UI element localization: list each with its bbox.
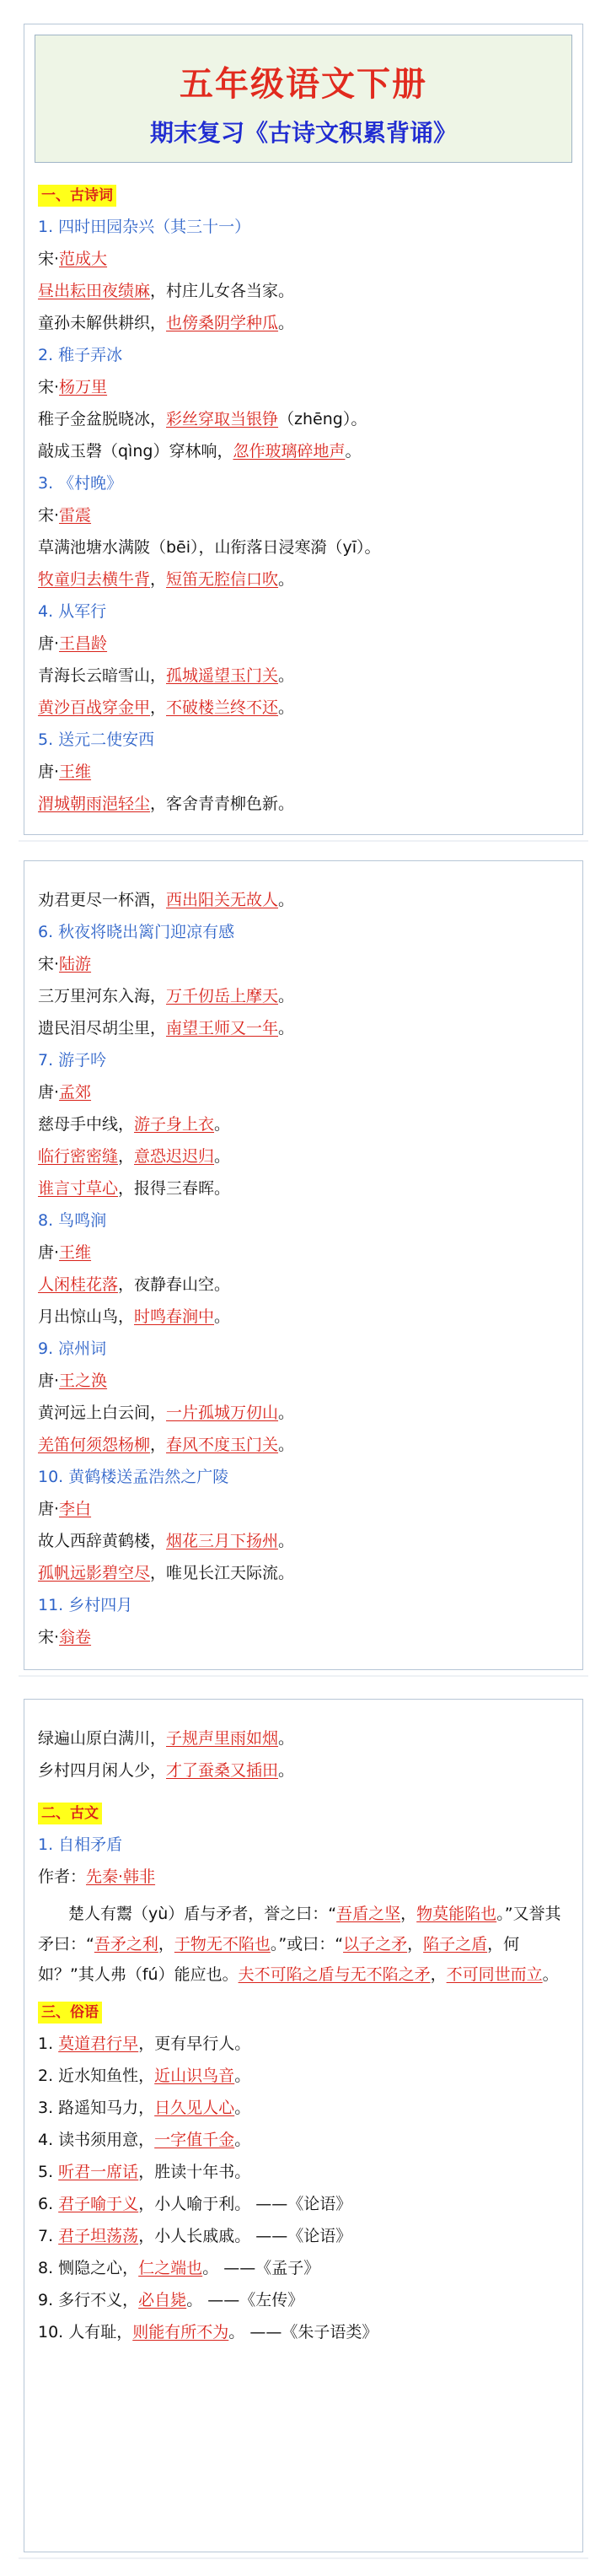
key-phrase: 不破楼兰终不还	[166, 698, 279, 717]
prose-paragraph	[38, 1899, 571, 1990]
key-phrase: 必自毙	[138, 2291, 187, 2309]
section-heading	[38, 1803, 571, 1835]
key-phrase: 王维	[59, 763, 92, 781]
text-segment: ，	[407, 1935, 424, 1954]
key-phrase: 牧童归去横牛背	[38, 570, 151, 589]
card-1-content	[38, 185, 571, 826]
text-line	[38, 1435, 571, 1467]
key-phrase: 一片孤城万仞山	[166, 1404, 279, 1422]
text-line	[38, 441, 571, 473]
title-banner	[35, 35, 572, 163]
key-phrase: 渭城朝雨浥轻尘	[38, 795, 151, 813]
text-segment: 。	[278, 1436, 295, 1454]
text-segment: 慈母手中线，	[38, 1115, 135, 1134]
key-phrase: 黄沙百战穿金甲	[38, 698, 151, 717]
section-heading	[38, 2002, 571, 2034]
key-phrase: 时鸣春涧中	[134, 1307, 215, 1326]
text-line	[38, 2258, 571, 2290]
key-phrase: 谁言寸草心	[38, 1179, 119, 1198]
key-phrase: 君子喻于义	[58, 2195, 139, 2213]
key-phrase: 人闲桂花落	[38, 1275, 119, 1294]
text-segment: ，小人长戚戚。 ——《论语》	[138, 2227, 352, 2245]
text-line	[38, 1082, 571, 1114]
key-phrase: 日久见人心	[154, 2099, 235, 2117]
page-title: 五年级语文下册	[180, 64, 427, 104]
text-segment: 2. 近水知鱼性，	[38, 2067, 155, 2085]
text-segment: 绿遍山原白满川，	[38, 1729, 167, 1748]
text-segment: 童孙未解供耕织，	[38, 314, 167, 332]
text-segment: ，	[150, 1436, 167, 1454]
text-segment: ，	[118, 1147, 135, 1166]
poem-title: 3. 《村晚》	[38, 474, 123, 493]
key-phrase: 以子之矛	[343, 1935, 408, 1954]
key-phrase: 临行密密缝	[38, 1147, 119, 1166]
text-segment: ，村庄儿女各当家。	[150, 282, 295, 300]
card-2-content	[38, 890, 571, 1659]
key-phrase: 莫道君行早	[58, 2034, 139, 2053]
key-phrase: 万千仞岳上摩天	[166, 987, 279, 1005]
text-segment: ，小人喻于利。 ——《论语》	[138, 2195, 352, 2213]
text-segment: 唐·	[38, 634, 60, 653]
text-line	[38, 1371, 571, 1403]
text-segment: ，客舍青青柳色新。	[150, 795, 295, 813]
key-phrase: 于物无不陷也	[174, 1935, 271, 1954]
text-line	[38, 1531, 571, 1563]
text-segment: 。 ——《孟子》	[202, 2259, 320, 2277]
text-segment: ，更有早行人。	[138, 2034, 251, 2053]
text-segment: 。	[278, 698, 295, 717]
text-line	[38, 986, 571, 1018]
text-line	[38, 698, 571, 730]
key-phrase: 也傍桑阴学种瓜	[166, 314, 279, 332]
key-phrase: 李白	[59, 1500, 92, 1518]
text-line	[38, 1146, 571, 1178]
text-line	[38, 1867, 571, 1899]
text-line	[38, 2034, 571, 2066]
text-line	[38, 377, 571, 409]
text-segment: 唐·	[38, 763, 60, 781]
text-line	[38, 1114, 571, 1146]
key-phrase: 陆游	[59, 955, 92, 973]
key-phrase: 雷震	[59, 506, 92, 525]
text-segment: 宋·	[38, 955, 60, 973]
text-line	[38, 2194, 571, 2226]
text-segment: 。	[214, 1115, 231, 1134]
key-phrase: 翁卷	[59, 1628, 92, 1646]
text-line	[38, 1275, 571, 1307]
text-segment: ，报得三春晖。	[118, 1179, 231, 1198]
text-line	[38, 1018, 571, 1050]
poem-title: 9. 凉州词	[38, 1339, 107, 1358]
text-line	[38, 505, 571, 537]
text-segment: 。	[345, 442, 362, 461]
key-phrase: 烟花三月下扬州	[166, 1532, 279, 1550]
key-phrase: 夫不可陷之盾与无不陷之矛	[238, 1965, 431, 1984]
text-segment: 作者：	[38, 1867, 87, 1886]
text-segment: ，胜读十年书。	[138, 2163, 251, 2181]
text-line	[38, 1563, 571, 1595]
text-segment: 6.	[38, 2195, 59, 2213]
text-segment: ，	[150, 570, 167, 589]
poem-title: 8. 鸟鸣涧	[38, 1211, 107, 1230]
text-segment: 故人西辞黄鹤楼，	[38, 1532, 167, 1550]
text-segment: ，	[430, 1965, 447, 1984]
key-phrase: 孟郊	[59, 1083, 92, 1102]
text-line	[38, 2162, 571, 2194]
key-phrase: 意恐迟迟归	[134, 1147, 215, 1166]
text-segment: 。	[214, 1307, 231, 1326]
card-3-content	[38, 1728, 571, 2354]
key-phrase: 物莫能陷也	[416, 1905, 497, 1923]
poem-title: 7. 游子吟	[38, 1051, 107, 1070]
text-segment: ，何如？”其人弗（fú）能应也。	[38, 1935, 520, 1984]
poem-title: 5. 送元二使安西	[38, 730, 155, 749]
text-segment: 宋·	[38, 1628, 60, 1646]
text-line	[38, 954, 571, 986]
key-phrase: 先秦·韩非	[86, 1867, 156, 1886]
key-phrase: 仁之端也	[138, 2259, 203, 2277]
key-phrase: 王之涣	[59, 1372, 108, 1390]
text-segment: 稚子金盆脱晓冰，	[38, 410, 167, 428]
text-segment: ，	[400, 1905, 417, 1923]
text-segment: ，夜静春山空。	[118, 1275, 231, 1294]
key-phrase: 游子身上衣	[134, 1115, 215, 1134]
text-segment: 9. 多行不义，	[38, 2291, 139, 2309]
text-segment: 。	[234, 2099, 251, 2117]
text-line	[38, 633, 571, 666]
key-phrase: 君子坦荡荡	[58, 2227, 139, 2245]
text-segment: 5.	[38, 2163, 59, 2181]
key-phrase: 不可同世而立	[446, 1965, 543, 1984]
text-line	[38, 2226, 571, 2258]
text-segment: 。	[278, 891, 295, 909]
text-segment: 。	[278, 314, 295, 332]
key-phrase: 彩丝穿取当银铮	[166, 410, 279, 428]
text-segment: 宋·	[38, 378, 60, 396]
key-phrase: 才了蚕桑又插田	[166, 1761, 279, 1780]
text-line	[38, 666, 571, 698]
key-phrase: 子规声里雨如烟	[166, 1729, 279, 1748]
text-segment: 。	[234, 2131, 251, 2149]
text-segment: 。 ——《左传》	[186, 2291, 304, 2309]
key-phrase: 听君一席话	[58, 2163, 139, 2181]
text-segment: 。	[278, 1404, 295, 1422]
key-phrase: 昼出耘田夜绩麻	[38, 282, 151, 300]
section-heading-label: 一、古诗词	[38, 185, 116, 207]
key-phrase: 孤城遥望玉门关	[166, 666, 279, 685]
text-line	[38, 537, 571, 569]
key-phrase: 西出阳关无故人	[166, 891, 279, 909]
key-phrase: 陷子之盾	[423, 1935, 488, 1954]
section-heading	[38, 185, 571, 217]
text-line	[38, 1728, 571, 1760]
text-segment: 遗民泪尽胡尘里，	[38, 1019, 167, 1037]
text-line	[38, 1307, 571, 1339]
text-line	[38, 2066, 571, 2098]
poem-title: 11. 乡村四月	[38, 1596, 133, 1614]
text-line	[38, 569, 571, 601]
text-segment: 楚人有鬻（yù）盾与矛者，誉之曰：“	[68, 1905, 337, 1923]
key-phrase: 则能有所不为	[132, 2323, 229, 2342]
text-line	[38, 1499, 571, 1531]
poem-title: 10. 黄鹤楼送孟浩然之广陵	[38, 1468, 229, 1486]
text-segment: 唐·	[38, 1083, 60, 1102]
text-segment: 宋·	[38, 250, 60, 268]
text-segment: 10. 人有耻，	[38, 2323, 133, 2342]
text-segment: 。 ——《朱子语类》	[228, 2323, 378, 2342]
key-phrase: 春风不度玉门关	[166, 1436, 279, 1454]
text-segment: 唐·	[38, 1372, 60, 1390]
text-line	[38, 313, 571, 345]
page-card-1	[24, 24, 583, 835]
text-segment: 宋·	[38, 506, 60, 525]
poem-title: 4. 从军行	[38, 602, 107, 621]
text-segment: 7.	[38, 2227, 59, 2245]
key-phrase: 一字值千金	[154, 2131, 235, 2149]
text-line	[38, 2322, 571, 2354]
text-line	[38, 794, 571, 826]
section-heading-label: 三、俗语	[38, 2002, 102, 2024]
text-segment: 8. 恻隐之心，	[38, 2259, 139, 2277]
page-card-2	[24, 860, 583, 1670]
section-heading-label: 二、古文	[38, 1803, 102, 1824]
key-phrase: 短笛无腔信口吹	[166, 570, 279, 589]
text-segment: 黄河远上白云间，	[38, 1404, 167, 1422]
text-line	[38, 2290, 571, 2322]
page-subtitle: 期末复习《古诗文积累背诵》	[149, 119, 457, 147]
key-phrase: 吾盾之坚	[336, 1905, 401, 1923]
key-phrase: 王昌龄	[59, 634, 108, 653]
key-phrase: 孤帆远影碧空尽	[38, 1564, 151, 1582]
text-segment: 敲成玉磬（qìng）穿林响，	[38, 442, 233, 461]
text-segment: 。	[278, 570, 295, 589]
text-segment: ，唯见长江天际流。	[150, 1564, 295, 1582]
text-line	[38, 2098, 571, 2130]
text-segment: ，	[158, 1935, 174, 1954]
text-segment: 。	[278, 1729, 295, 1748]
text-line	[38, 2130, 571, 2162]
text-segment: 3. 路遥知马力，	[38, 2099, 155, 2117]
text-segment: 。	[278, 1532, 295, 1550]
text-line	[38, 762, 571, 794]
key-phrase: 近山识鸟音	[154, 2067, 235, 2085]
poem-title: 1. 自相矛盾	[38, 1835, 123, 1854]
text-segment: 草满池塘水满陂（bēi），山衔落日浸寒漪（yī）。	[38, 538, 381, 557]
text-segment: 三万里河东入海，	[38, 987, 167, 1005]
text-segment: 青海长云暗雪山，	[38, 666, 167, 685]
text-line	[38, 1178, 571, 1210]
text-line	[38, 1627, 571, 1659]
text-segment: 。	[278, 987, 295, 1005]
key-phrase: 范成大	[59, 250, 108, 268]
text-segment: （zhēng）。	[278, 410, 367, 428]
key-phrase: 杨万里	[59, 378, 108, 396]
text-segment: 。	[278, 666, 295, 685]
poem-title: 2. 稚子弄冰	[38, 346, 123, 364]
text-segment: 。	[542, 1965, 559, 1984]
text-line	[38, 890, 571, 922]
text-line	[38, 249, 571, 281]
page-card-3	[24, 1699, 583, 2552]
text-segment: 1.	[38, 2034, 59, 2053]
key-phrase: 忽作玻璃碎地声	[233, 442, 346, 461]
text-segment: 。	[214, 1147, 231, 1166]
text-segment: 。	[278, 1761, 295, 1780]
text-segment: 唐·	[38, 1500, 60, 1518]
text-segment: 。”又誉其矛曰：“	[38, 1905, 561, 1954]
text-segment: ，	[150, 698, 167, 717]
text-segment: 。	[278, 1019, 295, 1037]
text-segment: 劝君更尽一杯酒，	[38, 891, 167, 909]
poem-title: 1. 四时田园杂兴（其三十一）	[38, 218, 251, 236]
text-segment: 乡村四月闲人少，	[38, 1761, 167, 1780]
text-segment: 。	[234, 2067, 251, 2085]
spacer	[38, 1792, 571, 1803]
text-line	[38, 281, 571, 313]
text-segment: 月出惊山鸟，	[38, 1307, 135, 1326]
key-phrase: 羌笛何须怨杨柳	[38, 1436, 151, 1454]
text-segment: 4. 读书须用意，	[38, 2131, 155, 2149]
text-line	[38, 1242, 571, 1275]
text-segment: 。”或曰：“	[270, 1935, 344, 1954]
text-line	[38, 409, 571, 441]
text-segment: 唐·	[38, 1243, 60, 1262]
text-line	[38, 1403, 571, 1435]
key-phrase: 吾矛之利	[94, 1935, 158, 1954]
key-phrase: 王维	[59, 1243, 92, 1262]
key-phrase: 南望王师又一年	[166, 1019, 279, 1037]
poem-title: 6. 秋夜将晓出篱门迎凉有感	[38, 923, 235, 941]
text-line	[38, 1760, 571, 1792]
